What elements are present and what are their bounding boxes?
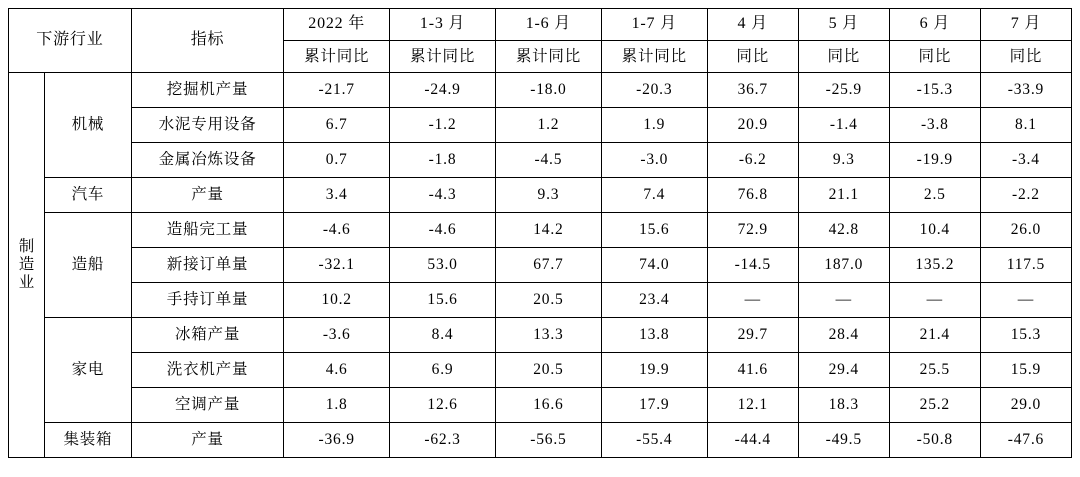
cell-value: 16.6 xyxy=(495,388,601,423)
cell-value: 15.3 xyxy=(980,318,1071,353)
header-period-2022: 2022 年 xyxy=(284,9,390,41)
cell-value: 14.2 xyxy=(495,213,601,248)
cell-value: -3.8 xyxy=(889,108,980,143)
cell-value: 42.8 xyxy=(798,213,889,248)
indicator-name: 挖掘机产量 xyxy=(131,73,283,108)
header-sub-may: 同比 xyxy=(798,41,889,73)
cell-value: 29.0 xyxy=(980,388,1071,423)
indicator-name: 产量 xyxy=(131,423,283,458)
cell-value: -19.9 xyxy=(889,143,980,178)
indicator-name: 手持订单量 xyxy=(131,283,283,318)
cell-value: 10.4 xyxy=(889,213,980,248)
cell-value: 74.0 xyxy=(601,248,707,283)
indicator-name: 造船完工量 xyxy=(131,213,283,248)
cell-value: -3.0 xyxy=(601,143,707,178)
cell-value: 26.0 xyxy=(980,213,1071,248)
cell-value: -6.2 xyxy=(707,143,798,178)
cell-value: 6.7 xyxy=(284,108,390,143)
cell-value: — xyxy=(798,283,889,318)
cell-value: 25.5 xyxy=(889,353,980,388)
indicator-name: 冰箱产量 xyxy=(131,318,283,353)
header-period-1-3: 1-3 月 xyxy=(390,9,496,41)
sector-label-text: 制造业 xyxy=(18,238,36,291)
cell-value: 20.5 xyxy=(495,353,601,388)
cell-value: 20.9 xyxy=(707,108,798,143)
cell-value: 41.6 xyxy=(707,353,798,388)
header-indicator: 指标 xyxy=(131,9,283,73)
cell-value: -44.4 xyxy=(707,423,798,458)
cell-value: -4.6 xyxy=(390,213,496,248)
cell-value: 1.8 xyxy=(284,388,390,423)
table-row xyxy=(9,213,1072,248)
cell-value: -32.1 xyxy=(284,248,390,283)
cell-value: 135.2 xyxy=(889,248,980,283)
cell-value: -33.9 xyxy=(980,73,1071,108)
cell-value: 10.2 xyxy=(284,283,390,318)
table-row xyxy=(9,423,1072,458)
header-sub-2022: 累计同比 xyxy=(284,41,390,73)
cell-value: -4.5 xyxy=(495,143,601,178)
indicator-name: 洗衣机产量 xyxy=(131,353,283,388)
cell-value: 15.9 xyxy=(980,353,1071,388)
cell-value: -36.9 xyxy=(284,423,390,458)
cell-value: -4.6 xyxy=(284,213,390,248)
cell-value: -2.2 xyxy=(980,178,1071,213)
cell-value: -20.3 xyxy=(601,73,707,108)
header-period-jul: 7 月 xyxy=(980,9,1071,41)
cell-value: 7.4 xyxy=(601,178,707,213)
cell-value: -21.7 xyxy=(284,73,390,108)
header-sub-1-6: 累计同比 xyxy=(495,41,601,73)
cell-value: — xyxy=(707,283,798,318)
header-period-1-7: 1-7 月 xyxy=(601,9,707,41)
table-body xyxy=(9,73,1072,458)
indicator-name: 产量 xyxy=(131,178,283,213)
cell-value: -62.3 xyxy=(390,423,496,458)
cell-value: 67.7 xyxy=(495,248,601,283)
header-period-1-6: 1-6 月 xyxy=(495,9,601,41)
header-industry: 下游行业 xyxy=(9,9,132,73)
header-period-may: 5 月 xyxy=(798,9,889,41)
header-sub-jun: 同比 xyxy=(889,41,980,73)
cell-value: 28.4 xyxy=(798,318,889,353)
header-sub-1-3: 累计同比 xyxy=(390,41,496,73)
group-name-container: 集装箱 xyxy=(44,423,131,458)
cell-value: 21.1 xyxy=(798,178,889,213)
cell-value: 12.6 xyxy=(390,388,496,423)
table-row xyxy=(9,108,1072,143)
indicator-name: 空调产量 xyxy=(131,388,283,423)
cell-value: 18.3 xyxy=(798,388,889,423)
table-header xyxy=(9,9,1072,73)
cell-value: 8.4 xyxy=(390,318,496,353)
cell-value: 20.5 xyxy=(495,283,601,318)
cell-value: 17.9 xyxy=(601,388,707,423)
header-period-apr: 4 月 xyxy=(707,9,798,41)
indicator-name: 新接订单量 xyxy=(131,248,283,283)
cell-value: 4.6 xyxy=(284,353,390,388)
table-row xyxy=(9,283,1072,318)
downstream-industry-table xyxy=(8,8,1072,458)
cell-value: 23.4 xyxy=(601,283,707,318)
table-row xyxy=(9,318,1072,353)
group-name-home-appliance: 家电 xyxy=(44,318,131,423)
cell-value: -55.4 xyxy=(601,423,707,458)
cell-value: 0.7 xyxy=(284,143,390,178)
table-row xyxy=(9,178,1072,213)
table-row xyxy=(9,388,1072,423)
cell-value: 187.0 xyxy=(798,248,889,283)
cell-value: -47.6 xyxy=(980,423,1071,458)
cell-value: 9.3 xyxy=(798,143,889,178)
cell-value: 13.3 xyxy=(495,318,601,353)
cell-value: 72.9 xyxy=(707,213,798,248)
table-row xyxy=(9,143,1072,178)
cell-value: 9.3 xyxy=(495,178,601,213)
cell-value: -4.3 xyxy=(390,178,496,213)
indicator-name: 金属冶炼设备 xyxy=(131,143,283,178)
cell-value: -14.5 xyxy=(707,248,798,283)
cell-value: 13.8 xyxy=(601,318,707,353)
cell-value: 1.2 xyxy=(495,108,601,143)
header-period-jun: 6 月 xyxy=(889,9,980,41)
cell-value: 25.2 xyxy=(889,388,980,423)
cell-value: -1.8 xyxy=(390,143,496,178)
cell-value: 15.6 xyxy=(390,283,496,318)
group-name-machinery: 机械 xyxy=(44,73,131,178)
cell-value: -24.9 xyxy=(390,73,496,108)
cell-value: 29.7 xyxy=(707,318,798,353)
cell-value: -18.0 xyxy=(495,73,601,108)
cell-value: -56.5 xyxy=(495,423,601,458)
cell-value: 76.8 xyxy=(707,178,798,213)
cell-value: 15.6 xyxy=(601,213,707,248)
cell-value: -1.2 xyxy=(390,108,496,143)
cell-value: -49.5 xyxy=(798,423,889,458)
cell-value: — xyxy=(889,283,980,318)
cell-value: 29.4 xyxy=(798,353,889,388)
indicator-name: 水泥专用设备 xyxy=(131,108,283,143)
cell-value: 8.1 xyxy=(980,108,1071,143)
header-sub-jul: 同比 xyxy=(980,41,1071,73)
header-sub-apr: 同比 xyxy=(707,41,798,73)
cell-value: 1.9 xyxy=(601,108,707,143)
cell-value: -3.4 xyxy=(980,143,1071,178)
cell-value: -1.4 xyxy=(798,108,889,143)
group-name-automobile: 汽车 xyxy=(44,178,131,213)
table-row xyxy=(9,353,1072,388)
cell-value: 53.0 xyxy=(390,248,496,283)
header-sub-1-7: 累计同比 xyxy=(601,41,707,73)
table-row xyxy=(9,248,1072,283)
cell-value: — xyxy=(980,283,1071,318)
cell-value: -15.3 xyxy=(889,73,980,108)
cell-value: 3.4 xyxy=(284,178,390,213)
cell-value: -50.8 xyxy=(889,423,980,458)
group-name-shipbuilding: 造船 xyxy=(44,213,131,318)
sector-label-manufacturing xyxy=(9,73,45,458)
cell-value: 6.9 xyxy=(390,353,496,388)
cell-value: 21.4 xyxy=(889,318,980,353)
table-row xyxy=(9,73,1072,108)
cell-value: 12.1 xyxy=(707,388,798,423)
cell-value: 117.5 xyxy=(980,248,1071,283)
cell-value: 36.7 xyxy=(707,73,798,108)
cell-value: -3.6 xyxy=(284,318,390,353)
cell-value: -25.9 xyxy=(798,73,889,108)
cell-value: 19.9 xyxy=(601,353,707,388)
cell-value: 2.5 xyxy=(889,178,980,213)
